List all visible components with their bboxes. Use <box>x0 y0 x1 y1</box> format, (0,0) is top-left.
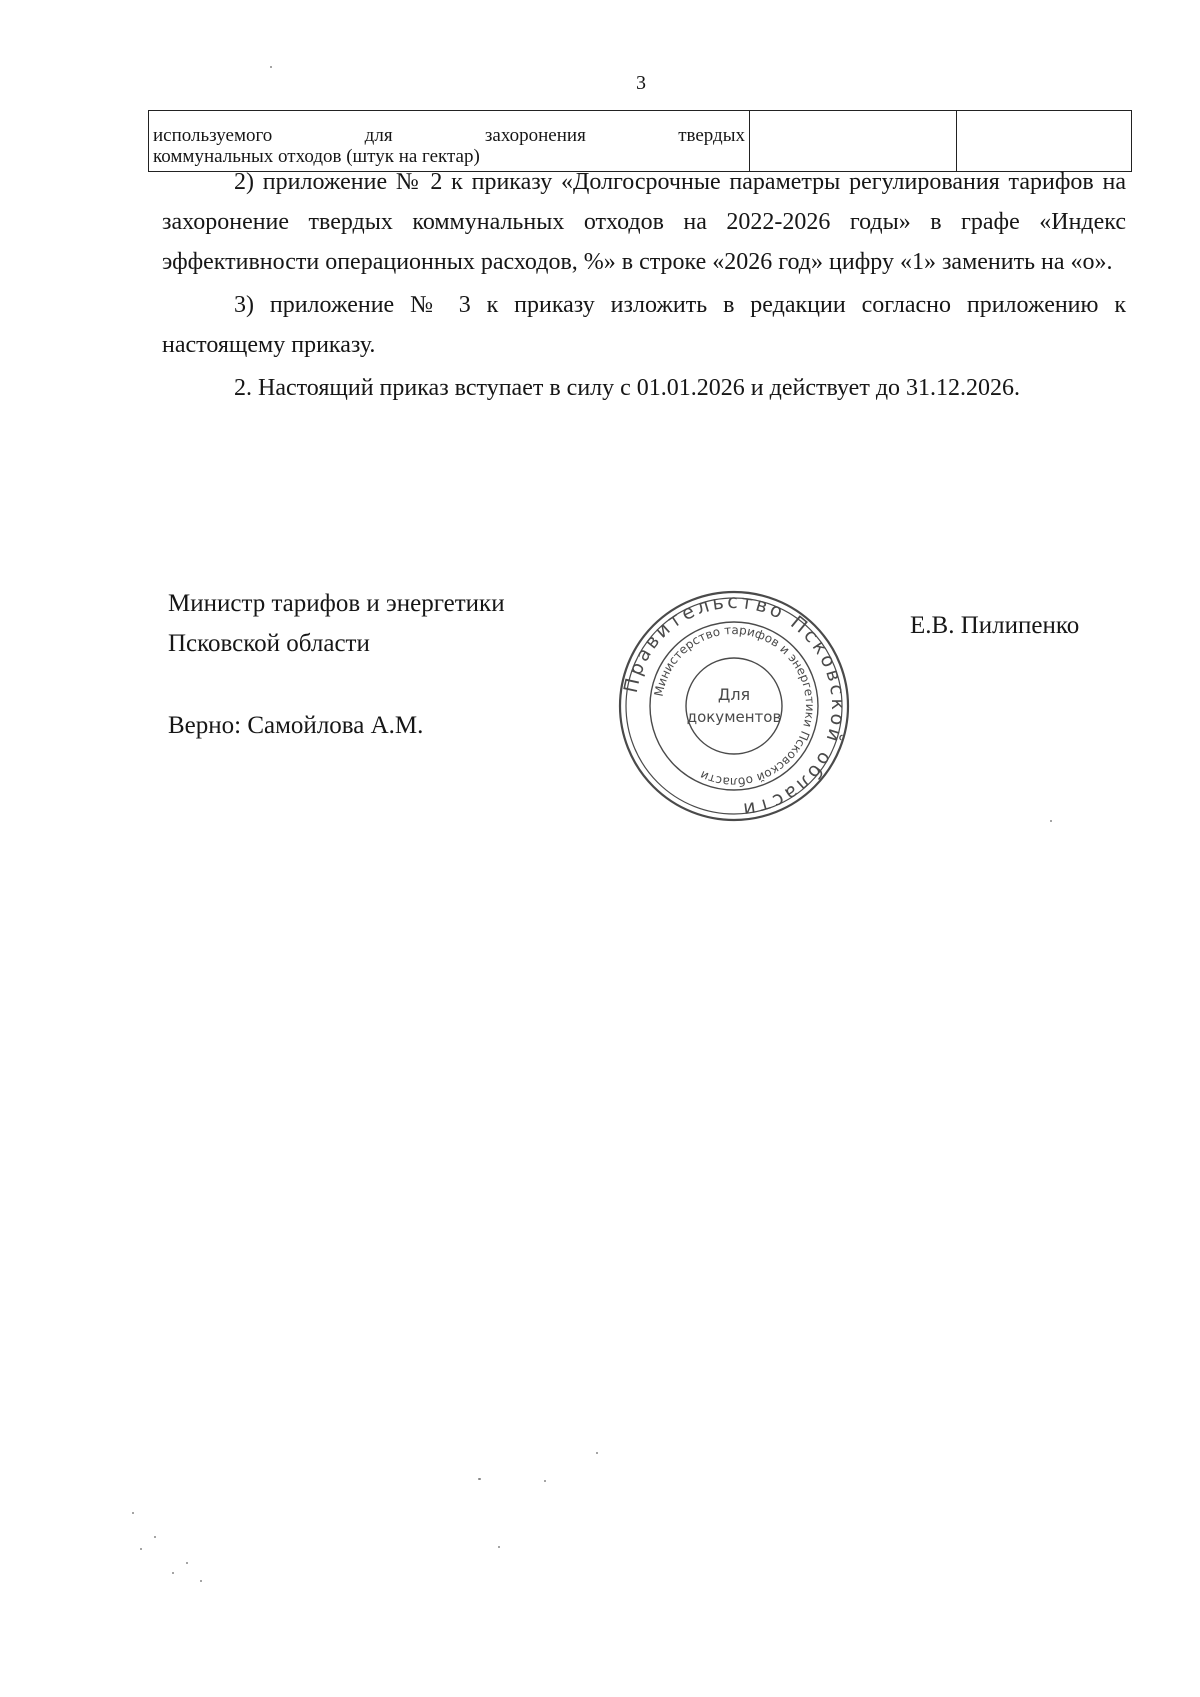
scan-speck <box>1050 820 1052 822</box>
seal-center-line2: документов <box>686 708 782 726</box>
scan-speck <box>478 1478 481 1480</box>
position-line1: Министр тарифов и энергетики <box>168 590 505 617</box>
scan-speck <box>154 1536 156 1538</box>
cell-word: твердых <box>678 125 745 146</box>
scan-speck <box>172 1572 174 1574</box>
scan-speck <box>186 1562 188 1564</box>
cell-text-line2: коммунальных отходов (штук на гектар) <box>153 146 480 167</box>
paragraph-clause-2: 2. Настоящий приказ вступает в силу с 01.01.2026 и действует до 31.12.2026. <box>234 375 1021 401</box>
scan-speck <box>200 1580 202 1582</box>
signatory-name: Е.В. Пилипенко <box>910 612 1080 639</box>
scan-speck <box>498 1546 500 1548</box>
seal-center-line1: Для <box>717 685 751 704</box>
scan-speck <box>132 1512 134 1514</box>
seal-outer-text: Правительство Псковской области <box>619 590 850 822</box>
page-number: 3 <box>636 72 646 94</box>
seal-center-ring <box>686 658 782 754</box>
scan-speck <box>596 1452 598 1454</box>
position-line2: Псковской области <box>168 630 370 657</box>
cell-text-line1 <box>153 111 745 146</box>
cell-word: используемого <box>153 125 273 146</box>
scan-speck <box>544 1480 546 1482</box>
scan-speck <box>270 66 272 68</box>
official-seal <box>616 588 852 824</box>
seal-middle-ring <box>650 622 818 790</box>
paragraph-item-3: 3) приложение № 3 к приказу изложить в редакции согласно приложению к настоящему приказу. <box>162 292 1126 358</box>
seal-inner-text: Министерство тарифов и энергетики Псковской области <box>651 622 818 790</box>
cell-word: для <box>364 125 393 146</box>
cell-word: захоронения <box>484 125 586 146</box>
paragraph-item-2: 2) приложение № 2 к приказу «Долгосрочные параметры регулирования тарифов на захоронение твердых коммунальных отходов на 2022-2026 годы» в графе «Индекс эффективности операционных расходов, %» в строке «2026 год» цифру «1» заменить на «о». <box>162 169 1126 275</box>
scan-speck <box>140 1548 142 1550</box>
verno-line: Верно: Самойлова А.М. <box>168 712 424 739</box>
body-text <box>162 162 1126 411</box>
signatory-position <box>168 584 505 664</box>
